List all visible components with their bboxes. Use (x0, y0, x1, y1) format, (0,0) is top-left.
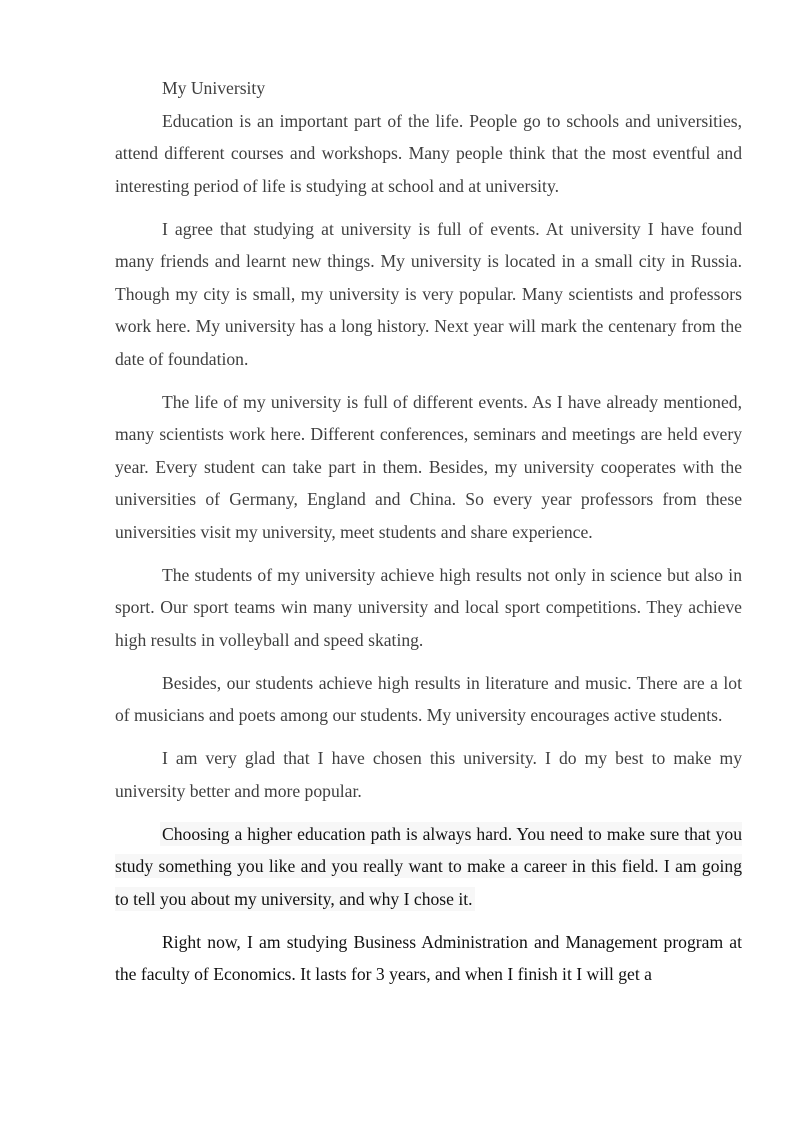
paragraph-2: I agree that studying at university is full of events. At university I have found many friends and learnt new things. My university is located in a small city in Russia. Though my city is small, my university is very popular. Many scientists and professors work here. My university has a long history. Next year will mark the centenary from the date of foundation. (115, 218, 742, 369)
paragraph-8: Right now, I am studying Business Administration and Management program at the faculty of Economics. It lasts for 3 years, and when I finish it I will get a (115, 931, 742, 984)
document-title: My University (162, 78, 266, 98)
paragraph-6: I am very glad that I have chosen this university. I do my best to make my university better and more popular. (115, 748, 742, 801)
paragraph-7 (115, 818, 742, 916)
document-page (115, 72, 742, 1001)
paragraph-3: The life of my university is full of different events. As I have already mentioned, many scientists work here. Different conferences, seminars and meetings are held every year. Every student can take part in them. Besides, my university cooperates with the universities of Germany, England and China. So every year professors from these universities visit my university, meet students and share experience. (115, 391, 742, 542)
paragraph-1: Education is an important part of the life. People go to schools and universities, attend different courses and workshops. Many people think that the most eventful and interesting period of life is studying at school and at university. (115, 110, 742, 196)
paragraph-4: The students of my university achieve high results not only in science but also in sport. Our sport teams win many university and local sport competitions. They achieve high results in volleyball and speed skating. (115, 564, 742, 650)
paragraph-5: Besides, our students achieve high results in literature and music. There are a lot of musicians and poets among our students. My university encourages active students. (115, 672, 742, 725)
highlighted-text: Choosing a higher education path is always hard. You need to make sure that you study something you like and you really want to make a career in this field. I am going to tell you about my university, and why I chose it. (115, 823, 742, 909)
